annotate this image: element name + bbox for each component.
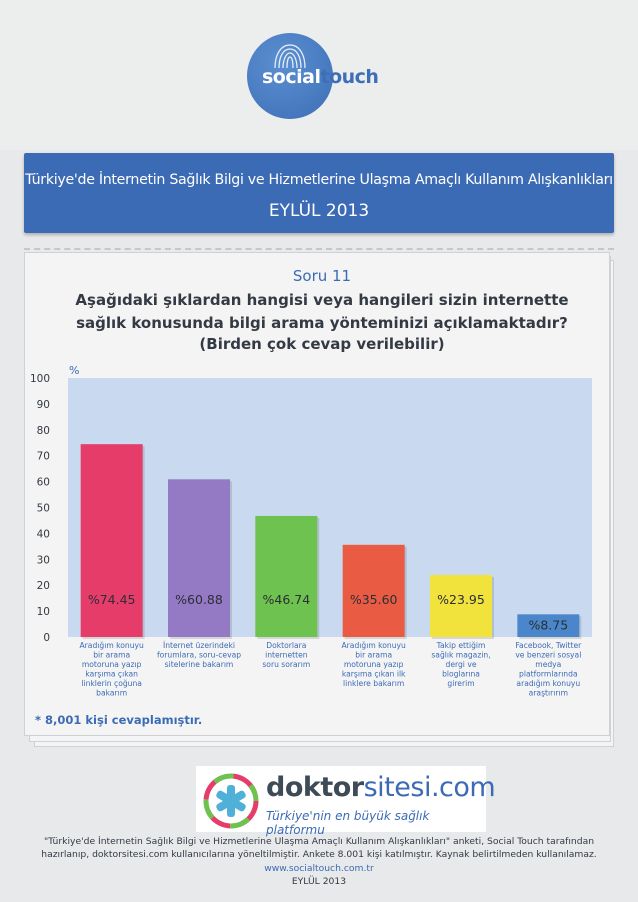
y-tick-label: 80 (36, 424, 50, 437)
category-label: sağlık magazin, (431, 650, 491, 660)
medical-cross-icon (202, 772, 260, 830)
category-label: karşıma çıkan (85, 669, 138, 679)
y-tick-label: 90 (36, 398, 50, 411)
category-label: bakarım (96, 688, 128, 698)
bar-value-label: %23.95 (437, 592, 485, 607)
category-label: bir arama (355, 650, 393, 660)
y-tick-label: 50 (36, 502, 50, 515)
category-label: medya (535, 660, 562, 669)
survey-title: Türkiye'de İnternetin Sağlık Bilgi ve Hizmetlerine Ulaşma Amaçlı Kullanım Alışkanlıkları (25, 172, 613, 188)
source-note-line-1: "Türkiye'de İnternetin Sağlık Bilgi ve Hizmetlerine Ulaşma Amaçlı Kullanım Alışkanlıkları" anketi, Social Touch tarafından (43, 836, 595, 847)
category-label: ve benzeri sosyal (515, 650, 582, 660)
category-label: karşıma çıkan ilk (341, 669, 406, 679)
y-tick-label: 20 (36, 580, 50, 593)
doktorsitesi-logo (196, 766, 496, 837)
category-label: araştırırım (528, 688, 569, 698)
category-label: soru sorarım (262, 660, 311, 669)
bar-value-label: %60.88 (175, 592, 223, 607)
sponsor-tagline: Türkiye'nin en büyük sağlık platformu (266, 809, 430, 837)
bar-value-label: %35.60 (349, 592, 398, 607)
respondent-count-note: * 8,001 kişi cevaplamıştır. (35, 713, 203, 727)
category-label: linklere bakarım (343, 679, 405, 688)
category-label: Aradığım konuyu (341, 641, 406, 650)
sponsor-word-2: sitesi.com (363, 772, 496, 803)
y-tick-label: 60 (36, 476, 50, 489)
brand-part-social: social (262, 66, 321, 88)
category-label: Takip ettiğim (436, 641, 486, 650)
question-text-line-3: (Birden çok cevap verilebilir) (199, 335, 445, 353)
y-tick-label: 0 (43, 632, 50, 644)
category-label: Doktorlara (266, 641, 307, 650)
category-label: aradığım konuyu (516, 679, 581, 688)
category-label: internetten (265, 650, 308, 660)
bar (255, 516, 317, 637)
survey-date: EYLÜL 2013 (268, 201, 370, 221)
source-date: EYLÜL 2013 (291, 876, 347, 887)
bar-value-label: %74.45 (87, 592, 136, 607)
y-tick-label: 100 (29, 373, 50, 385)
category-label: Facebook, Twitter (515, 641, 582, 650)
question-text-line-2: sağlık konusunda bilgi arama yönteminizi açıklamaktadır? (76, 314, 568, 332)
category-label: Aradığım konuyu (79, 641, 144, 650)
y-tick-label: 10 (36, 606, 50, 619)
y-tick-label: 30 (36, 554, 50, 567)
y-axis-label: % (69, 364, 80, 377)
category-label: motoruna yazıp (81, 660, 142, 669)
y-tick-label: 40 (36, 528, 50, 541)
source-url[interactable]: www.socialtouch.com.tr (264, 863, 374, 874)
category-label: İnternet üzerindeki (162, 641, 236, 650)
question-text-line-1: Aşağıdaki şıklardan hangisi veya hangileri sizin internette (75, 291, 569, 309)
sponsor-word-1: doktor (266, 772, 364, 803)
y-tick-label: 70 (36, 450, 50, 463)
category-label: girerim (447, 679, 475, 688)
sponsor-wordmark (266, 772, 495, 803)
question-number: Soru 11 (292, 267, 352, 285)
bar (168, 479, 230, 637)
bar (81, 444, 143, 637)
bar-value-label: %46.74 (262, 592, 311, 607)
brand-part-touch: touch (320, 66, 379, 88)
category-label: bir arama (93, 650, 131, 660)
bar-value-label: %8.75 (528, 617, 569, 633)
category-label: bloglarına (442, 669, 480, 679)
bar (343, 545, 405, 637)
category-label: platformlarında (519, 669, 578, 679)
category-label: linklerin çoğuna (81, 679, 142, 688)
category-label: dergi ve (445, 660, 477, 669)
source-note-line-2: hazırlanıp, doktorsitesi.com kullanıcılarına yöneltilmiştir. Ankete 8.001 kişi katılmıştır. Kaynak belirtilmeden kullanılamaz. (41, 849, 597, 860)
plot-area (68, 378, 592, 637)
category-label: motoruna yazıp (343, 660, 404, 669)
category-label: sitelerine bakarım (164, 660, 234, 669)
category-label: forumlara, soru-cevap (156, 650, 242, 660)
